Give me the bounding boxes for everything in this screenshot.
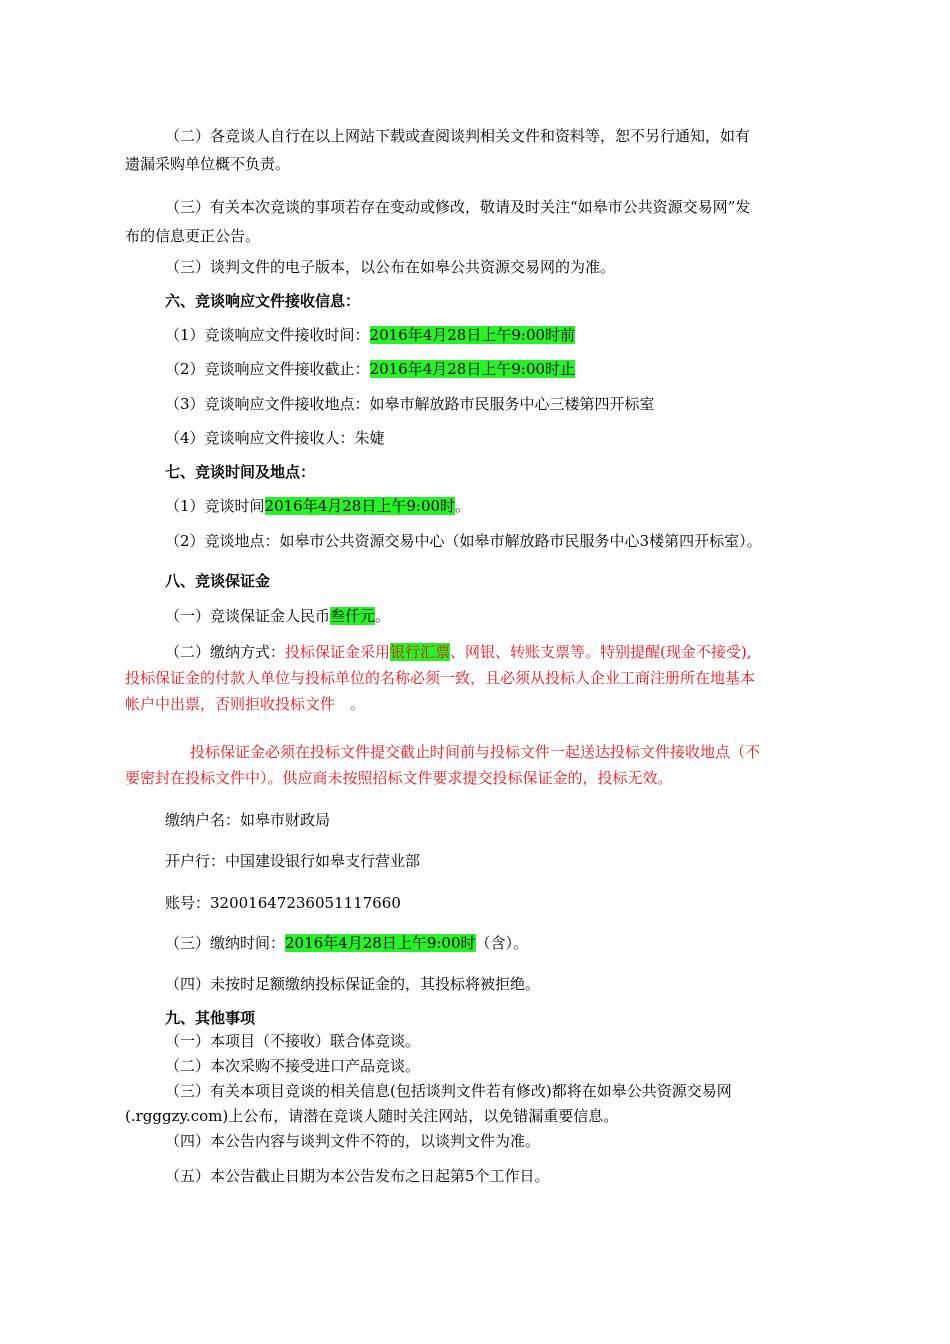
red-text-run: 投标保证金必须在投标文件提交截止时间前与投标文件一起送达投标文件接收地点（不 (190, 743, 761, 761)
text-run: 遗漏采购单位概不负责。 (125, 155, 291, 173)
text-run: 。 (455, 497, 471, 515)
account-name (165, 809, 330, 831)
highlighted-amount: 叁仟元 (330, 607, 376, 625)
text-run: （五）本公告截止日期为本公告发布之日起第5个工作日。 (165, 1167, 550, 1185)
item-deadline (165, 1165, 550, 1187)
text-run: （二）缴纳方式： (165, 643, 286, 661)
item-website-info-line2 (125, 1105, 618, 1127)
highlighted-red-text: 银行汇票 (390, 643, 451, 661)
heading-text: 七、竞谈时间及地点： (165, 463, 316, 481)
red-text-run: 、网银、转账支票等。特别提醒(现金不接受), (450, 643, 752, 661)
text-run: （2）竞谈地点：如皋市公共资源交易中心（如皋市解放路市民服务中心3楼第四开标室）。 (165, 532, 762, 550)
paragraph-download-notice-line1 (165, 125, 750, 147)
heading-text: 八、竞谈保证金 (165, 572, 271, 590)
paragraph-electronic-version (165, 256, 615, 278)
paragraph-download-notice-line2 (125, 153, 290, 175)
item-payment-method-line3 (125, 693, 365, 715)
item-payment-method-line2 (125, 667, 755, 689)
item-deposit-amount (165, 605, 390, 627)
item-negotiation-time (165, 495, 470, 517)
item-negotiation-location (165, 530, 762, 552)
text-run: （1）竞谈响应文件接收时间： (165, 326, 370, 344)
text-run: 账号：32001647236051117660 (165, 894, 401, 912)
item-payment-time (165, 932, 528, 954)
item-document-precedence (165, 1130, 540, 1152)
text-run: 缴纳户名：如皋市财政局 (165, 811, 331, 829)
highlighted-date: 2016年4月28日上午9:00时 (285, 934, 476, 952)
text-run: （四）未按时足额缴纳投标保证金的，其投标将被拒绝。 (165, 975, 541, 993)
red-text-run: 投标保证金采用 (285, 643, 391, 661)
text-run: (.rgggzy.com)上公布，请潜在竞谈人随时关注网站，以免错漏重要信息。 (125, 1107, 619, 1125)
text-run: （二）本次采购不接受进口产品竞谈。 (165, 1057, 421, 1075)
item-import-products (165, 1055, 420, 1077)
highlighted-date: 2016年4月28日上午9:00时 (264, 497, 456, 515)
section-heading-6 (165, 290, 360, 312)
text-run: （三）有关本项目竞谈的相关信息(包括谈判文件若有修改)都将在如皋公共资源交易网 (165, 1082, 732, 1100)
account-number (165, 892, 401, 914)
item-receiver (165, 427, 385, 449)
text-run: （含）。 (475, 934, 529, 952)
paragraph-change-notice-line1 (165, 196, 750, 218)
red-text-run: 要密封在投标文件中）。供应商未按照招标文件要求提交投标保证金的，投标无效。 (125, 769, 673, 787)
account-bank (165, 850, 420, 872)
text-run: （一）竞谈保证金人民币 (165, 607, 331, 625)
red-text-run: 帐户中出票，否则拒收投标文件 。 (125, 695, 366, 713)
text-run: 布的信息更正公告。 (125, 227, 261, 245)
item-website-info-line1 (165, 1080, 732, 1102)
heading-text: 九、其他事项 (165, 1009, 256, 1027)
item-receive-time (165, 324, 575, 346)
section-heading-8 (165, 570, 270, 592)
highlighted-date: 2016年4月28日上午9:00时止 (369, 360, 576, 378)
text-run: （二）各竞谈人自行在以上网站下载或查阅谈判相关文件和资料等，恕不另行通知，如有 (165, 127, 751, 145)
text-run: 。 (375, 607, 391, 625)
item-receive-location (165, 393, 655, 415)
item-receive-deadline (165, 358, 575, 380)
text-run: 开户行：中国建设银行如皋支行营业部 (165, 852, 421, 870)
text-run: （4）竞谈响应文件接收人：朱婕 (165, 429, 385, 447)
item-late-payment (165, 973, 540, 995)
item-consortium (165, 1030, 420, 1052)
text-run: （三）有关本次竞谈的事项若存在变动或修改，敬请及时关注“如皋市公共资源交易网”发 (165, 198, 751, 216)
text-run: （1）竞谈时间 (165, 497, 265, 515)
text-run: （一）本项目（不接收）联合体竞谈。 (165, 1032, 421, 1050)
text-run: （三）谈判文件的电子版本，以公布在如皋公共资源交易网的为准。 (165, 258, 616, 276)
highlighted-date: 2016年4月28日上午9:00时前 (369, 326, 576, 344)
text-run: （3）竞谈响应文件接收地点：如皋市解放路市民服务中心三楼第四开标室 (165, 395, 655, 413)
text-run: （三）缴纳时间： (165, 934, 286, 952)
paragraph-change-notice-line2 (125, 225, 260, 247)
text-run: （2）竞谈响应文件接收截止： (165, 360, 370, 378)
red-text-run: 投标保证金的付款人单位与投标单位的名称必须一致，且必须从投标人企业工商注册所在地基本 (125, 669, 756, 687)
deposit-delivery-notice-line1 (190, 741, 760, 763)
item-payment-method-line1 (165, 641, 752, 663)
deposit-delivery-notice-line2 (125, 767, 673, 789)
heading-text: 六、竞谈响应文件接收信息： (165, 292, 361, 310)
section-heading-7 (165, 461, 315, 483)
section-heading-9 (165, 1007, 255, 1029)
text-run: （四）本公告内容与谈判文件不符的，以谈判文件为准。 (165, 1132, 541, 1150)
